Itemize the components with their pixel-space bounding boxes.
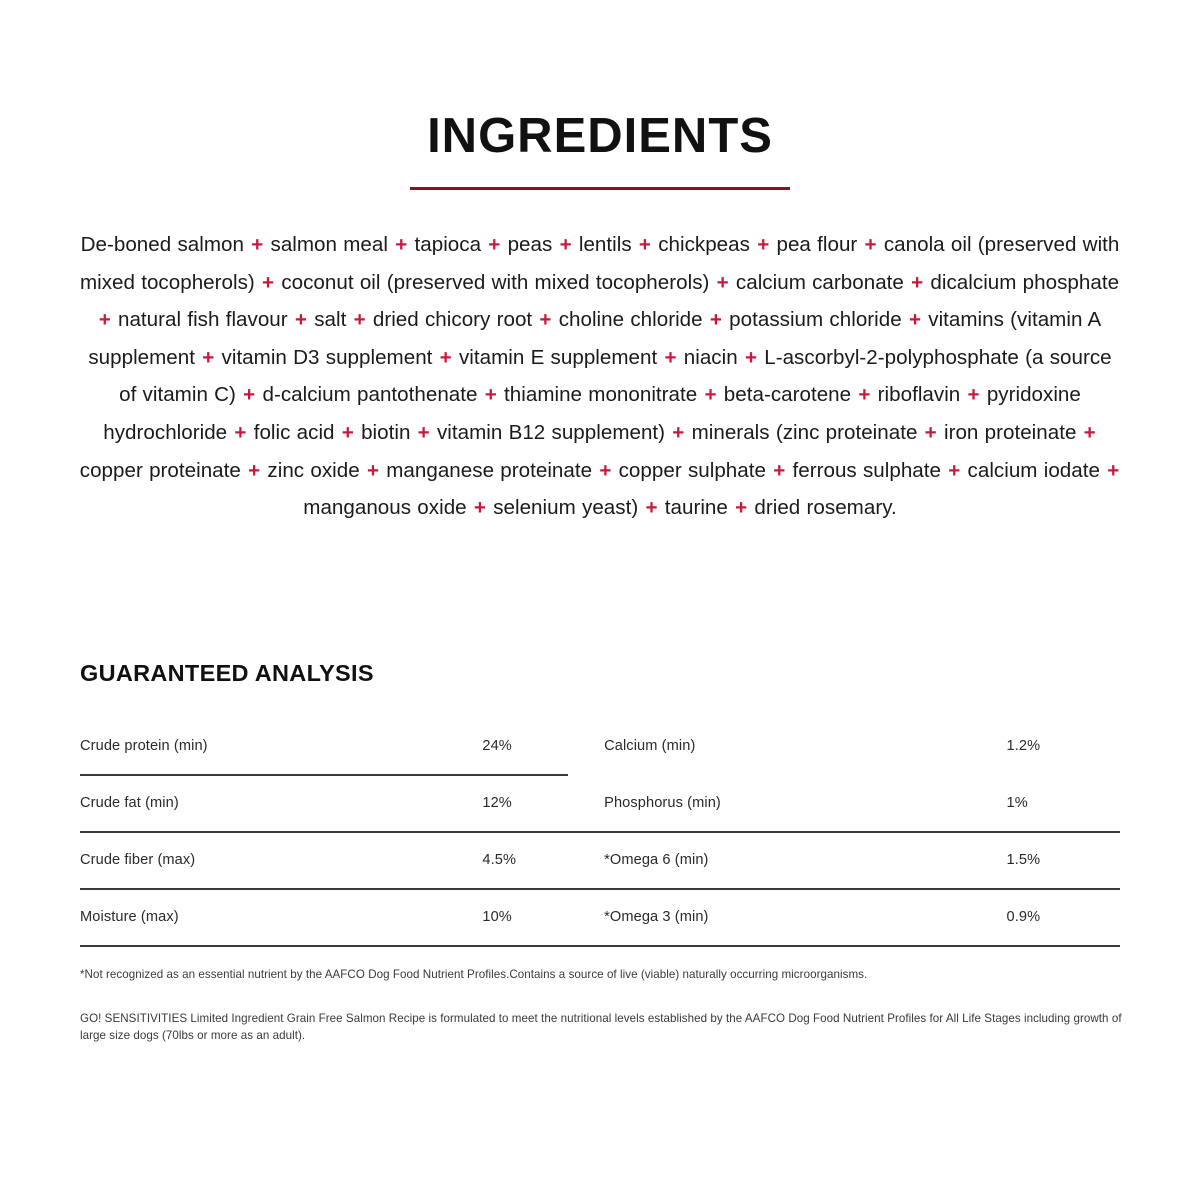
nutrient-value-right: 0.9% (1006, 908, 1041, 925)
nutrient-value-right: 1.5% (1006, 851, 1041, 868)
nutrient-value-right: 1% (1006, 794, 1028, 811)
ingredient-item: vitamin B12 supplement) (436, 420, 666, 444)
nutrient-label-right: Phosphorus (min) (604, 794, 721, 811)
plus-separator-icon: + (750, 233, 776, 256)
guaranteed-analysis-section (80, 660, 1120, 945)
plus-separator-icon: + (904, 270, 930, 294)
column-gap (586, 774, 605, 831)
plus-separator-icon: + (244, 233, 270, 256)
ingredient-item: niacin (683, 345, 738, 369)
ingredient-item: riboflavin (877, 383, 961, 407)
plus-separator-icon: + (698, 383, 723, 407)
nutrient-value-left: 24% (482, 737, 512, 754)
ingredient-item: salt (314, 308, 347, 332)
plus-separator-icon: + (666, 420, 691, 444)
ingredient-item: calcium carbonate (735, 270, 904, 294)
plus-separator-icon: + (196, 345, 221, 369)
table-row (80, 774, 1120, 831)
asterisk-footnote: *Not recognized as an essential nutrient by the AAFCO Dog Food Nutrient Profiles.Contains a source of live (viable) naturally occurring microorganisms. (80, 968, 868, 981)
ingredient-item: zinc oxide (267, 458, 360, 482)
ingredient-item: calcium iodate (967, 458, 1100, 482)
plus-separator-icon: + (98, 308, 117, 332)
nutrient-label-left: Moisture (max) (80, 908, 179, 925)
plus-separator-icon: + (255, 270, 281, 294)
column-gap (586, 831, 605, 888)
plus-separator-icon: + (918, 420, 943, 444)
plus-separator-icon: + (288, 308, 314, 332)
ingredient-item: potassium chloride (729, 308, 902, 332)
nutrient-value-left: 12% (482, 794, 512, 811)
ingredient-item: L-ascorbyl-2-polyphosphate (a source of vitamin C) (119, 345, 1112, 407)
plus-separator-icon: + (658, 345, 683, 369)
nutrient-value-left: 10% (482, 908, 512, 925)
ingredient-item: vitamins (vitamin A supplement (88, 308, 1102, 369)
ingredient-item: selenium yeast) (493, 496, 639, 520)
plus-separator-icon: + (478, 383, 504, 407)
ingredient-item: folic acid (253, 420, 335, 444)
plus-separator-icon: + (710, 270, 735, 294)
ingredient-item: biotin (361, 420, 411, 444)
plus-separator-icon: + (632, 233, 658, 256)
column-gap (586, 717, 605, 774)
plus-separator-icon: + (942, 458, 967, 482)
ingredient-item: lentils (578, 233, 632, 256)
plus-separator-icon: + (738, 345, 764, 369)
nutrient-label-right: *Omega 6 (min) (604, 851, 709, 868)
aafco-statement: GO! SENSITIVITIES Limited Ingredient Grain Free Salmon Recipe is formulated to meet the nutritional levels established by the AAFCO Dog Food Nutrient Profiles for All Life Stages including growth of large size dogs (70lbs or more as an adult). (80, 1012, 1122, 1042)
plus-separator-icon: + (482, 233, 507, 256)
table-row (80, 717, 1120, 774)
nutrient-label-left: Crude fiber (max) (80, 851, 196, 868)
ingredients-header (0, 0, 1200, 190)
ingredient-item: beta-carotene (723, 383, 852, 407)
nutrient-value-right: 1.2% (1006, 737, 1041, 754)
ingredient-item: manganese proteinate (386, 458, 593, 482)
ingredient-item: vitamin E supplement (458, 345, 658, 369)
ingredient-item: minerals (zinc proteinate (691, 420, 918, 444)
plus-separator-icon: + (858, 233, 883, 256)
plus-separator-icon: + (728, 496, 754, 520)
nutrient-value-left: 4.5% (482, 851, 517, 868)
plus-separator-icon: + (347, 308, 372, 332)
page-title: INGREDIENTS (427, 109, 773, 163)
nutrient-label-right: *Omega 3 (min) (604, 908, 709, 925)
ingredient-item: salmon meal (270, 233, 388, 256)
ingredient-item: De-boned salmon (80, 233, 244, 256)
ingredient-item: natural fish flavour (117, 308, 288, 332)
ingredient-item: dried rosemary. (754, 496, 897, 520)
ingredient-item: copper sulphate (618, 458, 766, 482)
plus-separator-icon: + (533, 308, 558, 332)
plus-separator-icon: + (241, 458, 267, 482)
ingredient-item: chickpeas (658, 233, 750, 256)
plus-separator-icon: + (639, 496, 664, 520)
plus-separator-icon: + (236, 383, 262, 407)
ingredient-item: d-calcium pantothenate (262, 383, 478, 407)
ingredient-item: coconut oil (preserved with mixed tocopherols) (281, 270, 710, 294)
row-divider (80, 945, 1120, 947)
plus-separator-icon: + (1077, 420, 1096, 444)
plus-separator-icon: + (553, 233, 578, 256)
ingredient-item: copper proteinate (79, 458, 241, 482)
ingredient-item: pyridoxine hydrochloride (103, 383, 1081, 444)
ingredient-item: tapioca (414, 233, 482, 256)
plus-separator-icon: + (703, 308, 729, 332)
ingredient-item: dicalcium phosphate (930, 270, 1120, 294)
plus-separator-icon: + (1100, 458, 1120, 482)
plus-separator-icon: + (228, 420, 253, 444)
ingredient-item: iron proteinate (943, 420, 1077, 444)
footnotes (80, 966, 1122, 1044)
nutrient-label-right: Calcium (min) (604, 737, 696, 754)
ingredient-item: ferrous sulphate (792, 458, 941, 482)
ingredients-list (77, 226, 1123, 527)
plus-separator-icon: + (335, 420, 361, 444)
ingredient-item: pea flour (776, 233, 858, 256)
plus-separator-icon: + (902, 308, 928, 332)
ingredient-item: thiamine mononitrate (504, 383, 698, 407)
plus-separator-icon: + (852, 383, 877, 407)
plus-separator-icon: + (961, 383, 986, 407)
guaranteed-analysis-table (80, 717, 1120, 945)
ingredient-item: peas (507, 233, 553, 256)
plus-separator-icon: + (593, 458, 618, 482)
plus-separator-icon: + (467, 496, 493, 520)
plus-separator-icon: + (411, 420, 436, 444)
guaranteed-analysis-title: GUARANTEED ANALYSIS (80, 660, 374, 686)
plus-separator-icon: + (360, 458, 386, 482)
ingredient-item: manganous oxide (303, 496, 467, 520)
table-row (80, 831, 1120, 888)
ingredient-item: vitamin D3 supplement (221, 345, 433, 369)
nutrient-label-left: Crude fat (min) (80, 794, 179, 811)
plus-separator-icon: + (388, 233, 414, 256)
column-gap (586, 888, 605, 945)
ingredient-item: dried chicory root (372, 308, 533, 332)
nutrient-label-left: Crude protein (min) (80, 737, 208, 754)
title-underline-rule (410, 187, 790, 190)
table-row (80, 888, 1120, 945)
ingredient-item: taurine (664, 496, 728, 520)
plus-separator-icon: + (433, 345, 458, 369)
ingredient-item: choline chloride (558, 308, 703, 332)
plus-separator-icon: + (766, 458, 792, 482)
ingredient-item: canola oil (preserved with mixed tocopherols) (79, 233, 1120, 294)
